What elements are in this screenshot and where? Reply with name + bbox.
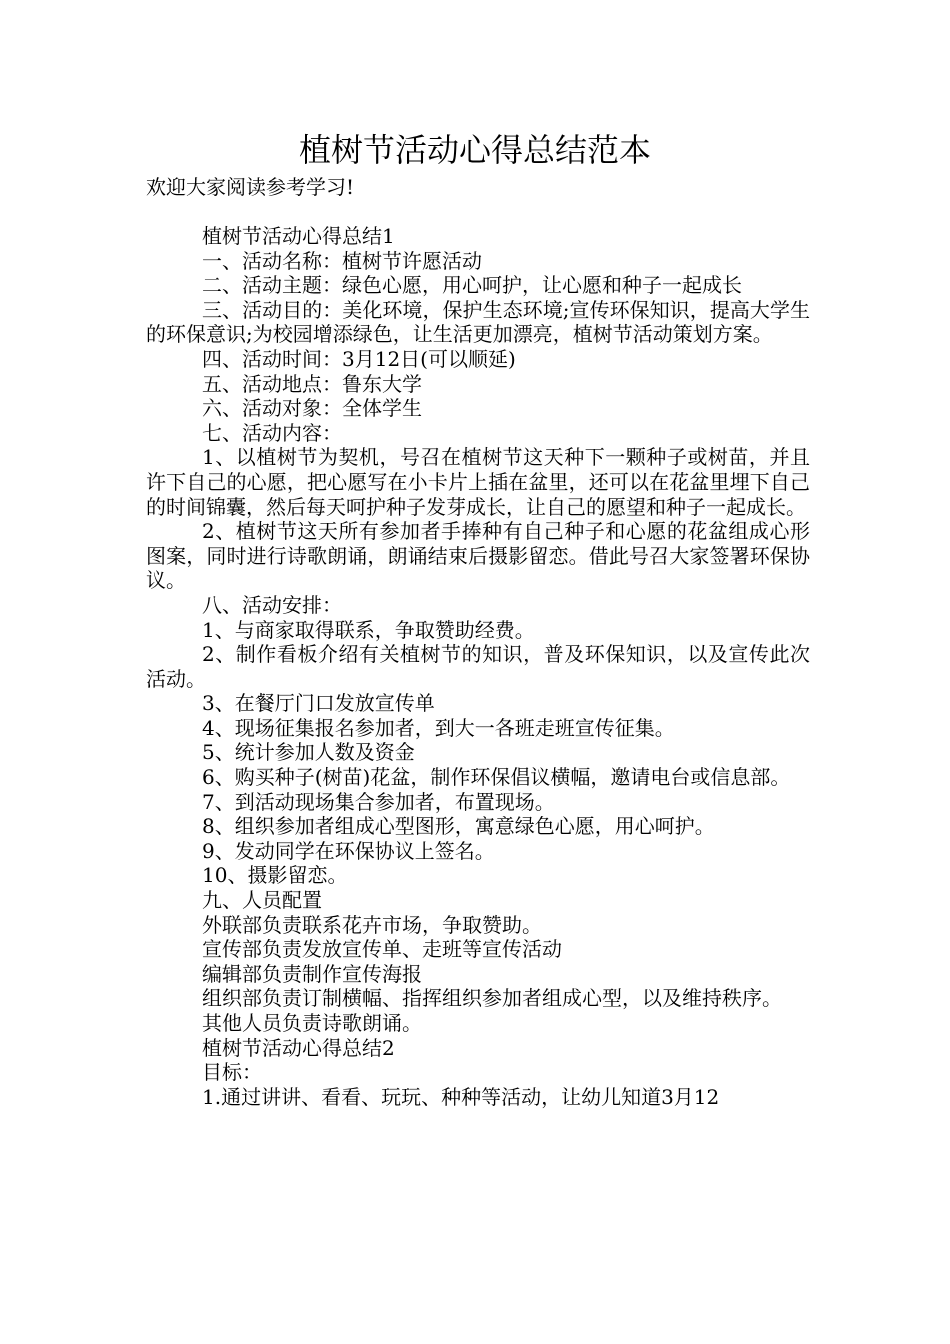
body-paragraph: 四、活动时间：3月12日(可以顺延) [202, 346, 516, 371]
body-paragraph: 三、活动目的：美化环境，保护生态环境;宣传环保知识，提高大学生的环保意识;为校园增添绿色，让生活更加漂亮，植树节活动策划方案。 [146, 297, 810, 347]
body-paragraph: 目标： [202, 1060, 262, 1085]
intro-line: 欢迎大家阅读参考学习! [146, 175, 355, 199]
body-paragraph: 一、活动名称：植树节许愿活动 [202, 248, 482, 273]
body-paragraph: 1、以植树节为契机，号召在植树节这天种下一颗种子或树苗，并且许下自己的心愿，把心愿写在小卡片上插在盆里，还可以在花盆里埋下自己的时间锦囊，然后每天呵护种子发芽成长，让自己的愿望和种子一起成长。 [146, 445, 810, 519]
body-paragraph: 1、与商家取得联系，争取赞助经费。 [202, 617, 535, 642]
body-paragraph: 八、活动安排： [202, 592, 342, 617]
body-paragraph: 2、植树节这天所有参加者手捧种有自己种子和心愿的花盆组成心形图案，同时进行诗歌朗诵，朗诵结束后摄影留恋。借此号召大家签署环保协议。 [146, 519, 810, 593]
body-paragraph: 二、活动主题：绿色心愿，用心呵护，让心愿和种子一起成长 [202, 273, 742, 298]
body-paragraph: 五、活动地点：鲁东大学 [202, 371, 422, 396]
body-paragraph: 8、组织参加者组成心型图形，寓意绿色心愿，用心呵护。 [202, 814, 715, 839]
body-paragraph: 10、摄影留恋。 [202, 863, 348, 888]
body-paragraph: 2、制作看板介绍有关植树节的知识，普及环保知识，以及宣传此次活动。 [146, 642, 810, 691]
body-paragraph: 九、人员配置 [202, 888, 322, 913]
body-paragraph: 4、现场征集报名参加者，到大一各班走班宣传征集。 [202, 715, 675, 740]
body-paragraph: 7、到活动现场集合参加者，布置现场。 [202, 789, 555, 814]
body-paragraph: 9、发动同学在环保协议上签名。 [202, 838, 495, 863]
body-paragraph: 3、在餐厅门口发放宣传单 [202, 691, 435, 716]
body-paragraph: 其他人员负责诗歌朗诵。 [202, 1011, 422, 1035]
body-paragraph: 组织部负责订制横幅、指挥组织参加者组成心型，以及维持秩序。 [202, 986, 782, 1011]
document-title: 植树节活动心得总结范本 [298, 131, 651, 169]
body-paragraph: 6、购买种子(树苗)花盆，制作环保倡议横幅，邀请电台或信息部。 [202, 765, 791, 790]
body-paragraph: 1.通过讲讲、看看、玩玩、种种等活动，让幼儿知道3月12 [202, 1084, 720, 1109]
body-paragraph: 植树节活动心得总结2 [202, 1035, 395, 1060]
body-paragraph: 5、统计参加人数及资金 [202, 740, 415, 765]
body-paragraph: 七、活动内容： [202, 420, 342, 445]
body-paragraph: 外联部负责联系花卉市场，争取赞助。 [202, 912, 542, 937]
body-paragraph: 编辑部负责制作宣传海报 [202, 961, 422, 986]
body-paragraph: 六、活动对象：全体学生 [202, 396, 422, 421]
document-body [146, 224, 810, 1109]
body-paragraph: 宣传部负责发放宣传单、走班等宣传活动 [202, 937, 562, 962]
body-paragraph: 植树节活动心得总结1 [202, 224, 395, 248]
